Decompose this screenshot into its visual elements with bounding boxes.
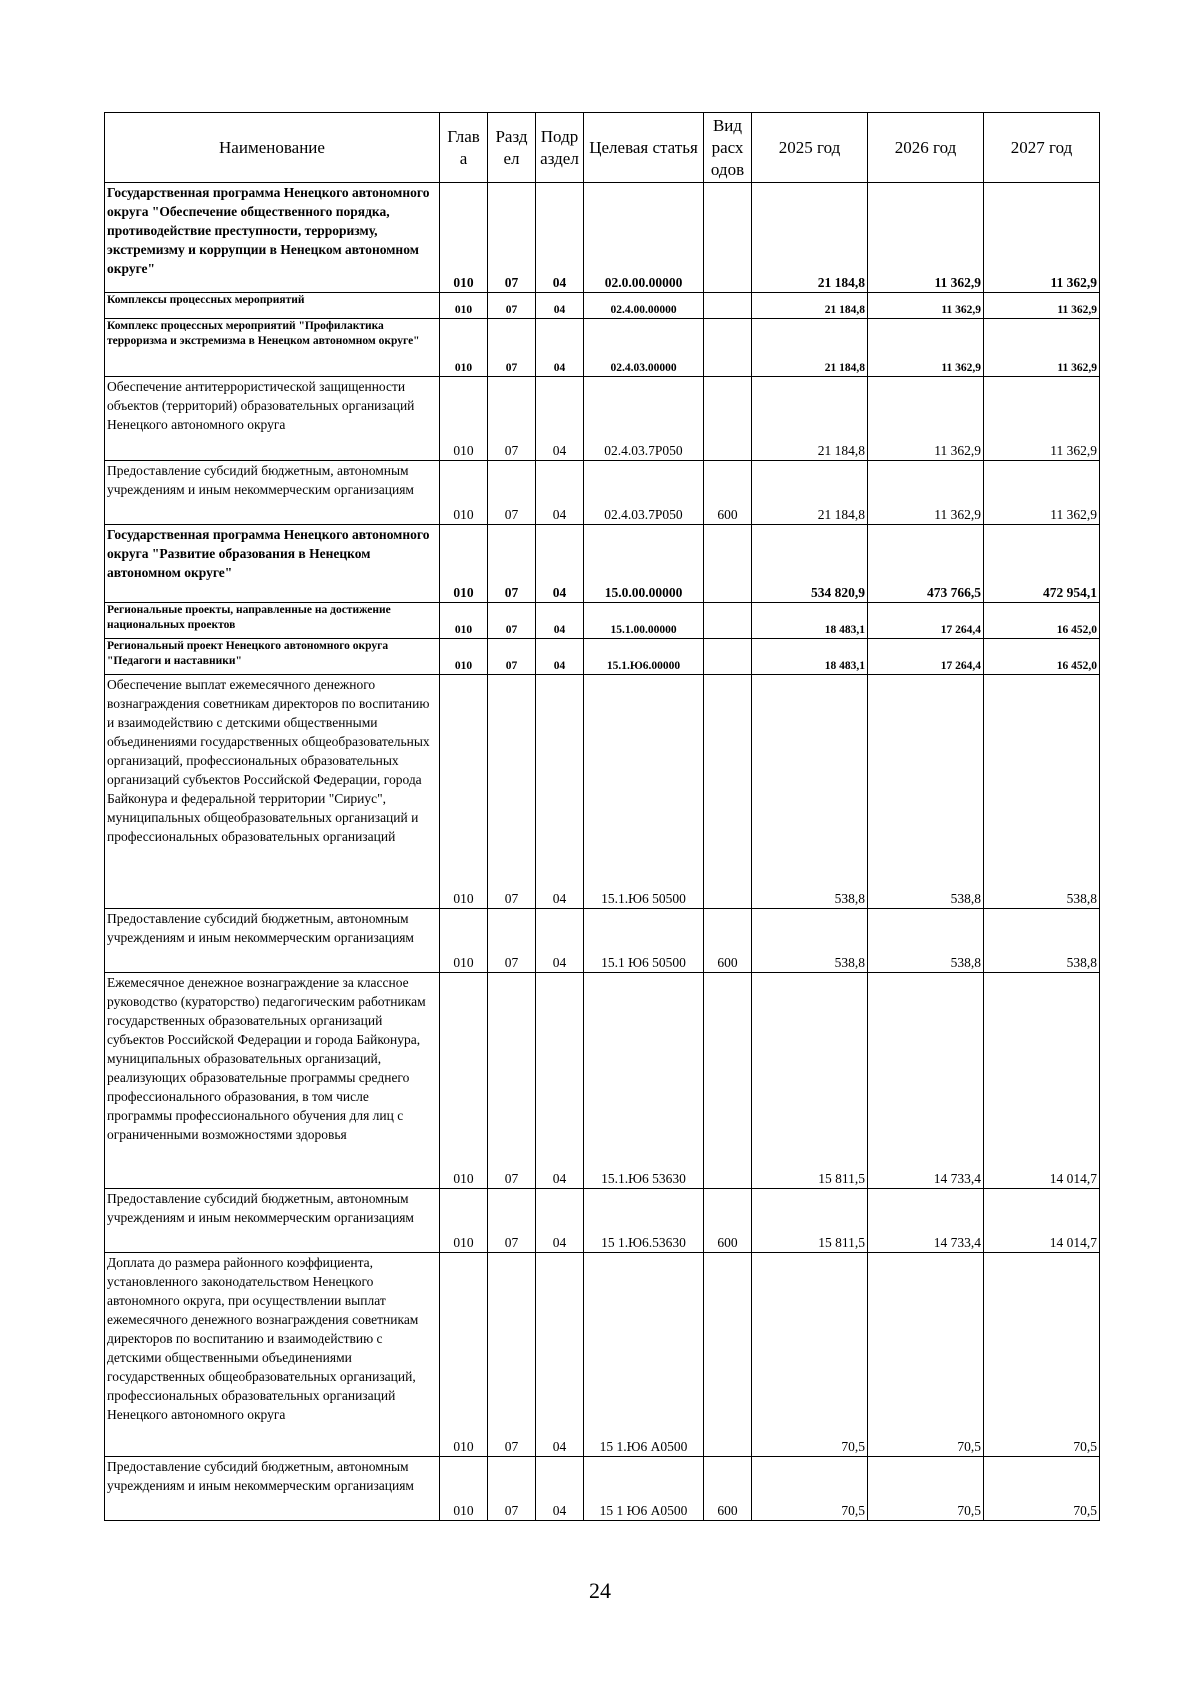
row-name: Комплексы процессных мероприятий <box>105 293 440 319</box>
row-name: Доплата до размера районного коэффициента, установленного законодательством Ненецкого автономного округа, при осуществлении выплат ежемесячного денежного вознаграждения советникам директоров по воспитанию и взаимодействию с детскими общественными объединениями государственных общеобразовательных организаций, профессиональных образовательных организаций Ненецкого автономного округа <box>105 1253 440 1457</box>
row-name: Предоставление субсидий бюджетным, автономным учреждениям и иным некоммерческим организациям <box>105 1457 440 1521</box>
row-2026: 17 264,4 <box>868 639 984 675</box>
table-row <box>105 973 1100 1189</box>
header-name: Наименование <box>105 113 440 183</box>
row-2027: 11 362,9 <box>984 183 1100 293</box>
row-kind <box>704 639 752 675</box>
row-chapter: 010 <box>440 639 488 675</box>
row-2025: 21 184,8 <box>752 319 868 377</box>
row-target: 15 1.Ю6.53630 <box>584 1189 704 1253</box>
row-2027: 11 362,9 <box>984 461 1100 525</box>
row-2025: 21 184,8 <box>752 461 868 525</box>
row-2027: 538,8 <box>984 909 1100 973</box>
row-2027: 14 014,7 <box>984 1189 1100 1253</box>
row-name: Обеспечение выплат ежемесячного денежного вознаграждения советникам директоров по воспитанию и взаимодействию с детскими общественными объединениями государственных общеобразовательных организаций, профессиональных образовательных организаций субъектов Российской Федерации, города Байконура и федеральной территории "Сириус", муниципальных общеобразовательных организаций и профессиональных образовательных организаций <box>105 675 440 909</box>
row-section: 07 <box>488 639 536 675</box>
row-kind <box>704 603 752 639</box>
row-2026: 11 362,9 <box>868 319 984 377</box>
row-section: 07 <box>488 293 536 319</box>
row-2026: 11 362,9 <box>868 183 984 293</box>
header-2026: 2026 год <box>868 113 984 183</box>
row-subsection: 04 <box>536 603 584 639</box>
row-target: 15.1.Ю6.00000 <box>584 639 704 675</box>
row-kind <box>704 293 752 319</box>
table-row <box>105 319 1100 377</box>
row-target: 15 1.Ю6 А0500 <box>584 1253 704 1457</box>
row-2025: 70,5 <box>752 1457 868 1521</box>
row-name: Ежемесячное денежное вознаграждение за классное руководство (кураторство) педагогическим работникам государственных образовательных организаций субъектов Российской Федерации и города Байконура, муниципальных образовательных организаций, реализующих образовательные программы среднего профессионального образования, в том числе программы профессионального обучения для лиц с ограниченными возможностями здоровья <box>105 973 440 1189</box>
table-row <box>105 525 1100 603</box>
row-2027: 11 362,9 <box>984 319 1100 377</box>
row-section: 07 <box>488 675 536 909</box>
row-2026: 70,5 <box>868 1457 984 1521</box>
row-2026: 538,8 <box>868 909 984 973</box>
row-name: Предоставление субсидий бюджетным, автономным учреждениям и иным некоммерческим организациям <box>105 1189 440 1253</box>
row-section: 07 <box>488 1253 536 1457</box>
row-subsection: 04 <box>536 525 584 603</box>
row-subsection: 04 <box>536 639 584 675</box>
row-target: 02.4.00.00000 <box>584 293 704 319</box>
row-2027: 16 452,0 <box>984 639 1100 675</box>
row-2025: 15 811,5 <box>752 973 868 1189</box>
row-2026: 538,8 <box>868 675 984 909</box>
row-target: 15 1 Ю6 А0500 <box>584 1457 704 1521</box>
row-2027: 70,5 <box>984 1457 1100 1521</box>
row-chapter: 010 <box>440 319 488 377</box>
row-name: Региональные проекты, направленные на достижение национальных проектов <box>105 603 440 639</box>
table-row <box>105 293 1100 319</box>
header-kind: Вид расх одов <box>704 113 752 183</box>
row-section: 07 <box>488 909 536 973</box>
row-subsection: 04 <box>536 973 584 1189</box>
row-name: Обеспечение антитеррористической защищенности объектов (территорий) образовательных организаций Ненецкого автономного округа <box>105 377 440 461</box>
row-2026: 70,5 <box>868 1253 984 1457</box>
row-target: 15.1.00.00000 <box>584 603 704 639</box>
row-chapter: 010 <box>440 675 488 909</box>
row-kind: 600 <box>704 1457 752 1521</box>
row-subsection: 04 <box>536 461 584 525</box>
header-target: Целевая статья <box>584 113 704 183</box>
row-subsection: 04 <box>536 1189 584 1253</box>
row-name: Предоставление субсидий бюджетным, автономным учреждениям и иным некоммерческим организациям <box>105 461 440 525</box>
row-target: 02.4.03.7Р050 <box>584 461 704 525</box>
row-name: Государственная программа Ненецкого автономного округа "Развитие образования в Ненецком автономном округе" <box>105 525 440 603</box>
row-2026: 473 766,5 <box>868 525 984 603</box>
row-chapter: 010 <box>440 909 488 973</box>
header-chapter: Глав а <box>440 113 488 183</box>
table-row <box>105 1253 1100 1457</box>
row-2025: 15 811,5 <box>752 1189 868 1253</box>
table-row <box>105 377 1100 461</box>
header-2027: 2027 год <box>984 113 1100 183</box>
page-number: 24 <box>589 1578 611 1603</box>
row-kind: 600 <box>704 909 752 973</box>
row-target: 02.4.03.00000 <box>584 319 704 377</box>
row-section: 07 <box>488 525 536 603</box>
row-chapter: 010 <box>440 377 488 461</box>
row-chapter: 010 <box>440 461 488 525</box>
table-row <box>105 183 1100 293</box>
table-row <box>105 603 1100 639</box>
table-row <box>105 1189 1100 1253</box>
header-2025: 2025 год <box>752 113 868 183</box>
table-row <box>105 639 1100 675</box>
row-chapter: 010 <box>440 183 488 293</box>
row-2025: 21 184,8 <box>752 377 868 461</box>
table-row <box>105 461 1100 525</box>
row-2027: 70,5 <box>984 1253 1100 1457</box>
row-2026: 14 733,4 <box>868 973 984 1189</box>
row-2025: 534 820,9 <box>752 525 868 603</box>
row-target: 15.1.Ю6 50500 <box>584 675 704 909</box>
row-name: Государственная программа Ненецкого автономного округа "Обеспечение общественного порядка, противодействие преступности, терроризму, экстремизму и коррупции в Ненецком автономном округе" <box>105 183 440 293</box>
row-target: 15.0.00.00000 <box>584 525 704 603</box>
row-chapter: 010 <box>440 293 488 319</box>
row-2027: 538,8 <box>984 675 1100 909</box>
row-subsection: 04 <box>536 1253 584 1457</box>
row-section: 07 <box>488 377 536 461</box>
row-2027: 472 954,1 <box>984 525 1100 603</box>
row-subsection: 04 <box>536 319 584 377</box>
table-row <box>105 675 1100 909</box>
row-2027: 11 362,9 <box>984 293 1100 319</box>
row-2025: 21 184,8 <box>752 293 868 319</box>
row-subsection: 04 <box>536 675 584 909</box>
table-row <box>105 1457 1100 1521</box>
row-name: Комплекс процессных мероприятий "Профилактика терроризма и экстремизма в Ненецком автономном округе" <box>105 319 440 377</box>
row-chapter: 010 <box>440 603 488 639</box>
row-target: 15.1 Ю6 50500 <box>584 909 704 973</box>
row-name: Предоставление субсидий бюджетным, автономным учреждениям и иным некоммерческим организациям <box>105 909 440 973</box>
row-2026: 11 362,9 <box>868 461 984 525</box>
header-row <box>105 113 1100 183</box>
row-kind <box>704 525 752 603</box>
row-2026: 17 264,4 <box>868 603 984 639</box>
row-kind <box>704 319 752 377</box>
row-2026: 11 362,9 <box>868 377 984 461</box>
row-section: 07 <box>488 319 536 377</box>
row-section: 07 <box>488 1457 536 1521</box>
row-section: 07 <box>488 183 536 293</box>
row-target: 15.1.Ю6 53630 <box>584 973 704 1189</box>
header-subsection: Подр аздел <box>536 113 584 183</box>
row-target: 02.0.00.00000 <box>584 183 704 293</box>
row-chapter: 010 <box>440 1457 488 1521</box>
row-2027: 14 014,7 <box>984 973 1100 1189</box>
row-chapter: 010 <box>440 1189 488 1253</box>
row-section: 07 <box>488 973 536 1189</box>
row-subsection: 04 <box>536 293 584 319</box>
row-subsection: 04 <box>536 377 584 461</box>
row-subsection: 04 <box>536 1457 584 1521</box>
row-kind: 600 <box>704 461 752 525</box>
row-kind <box>704 1253 752 1457</box>
row-chapter: 010 <box>440 973 488 1189</box>
row-section: 07 <box>488 461 536 525</box>
row-subsection: 04 <box>536 909 584 973</box>
row-2026: 11 362,9 <box>868 293 984 319</box>
row-kind <box>704 377 752 461</box>
row-name: Региональный проект Ненецкого автономного округа "Педагоги и наставники" <box>105 639 440 675</box>
row-target: 02.4.03.7Р050 <box>584 377 704 461</box>
header-section: Разд ел <box>488 113 536 183</box>
row-subsection: 04 <box>536 183 584 293</box>
row-2025: 538,8 <box>752 675 868 909</box>
row-2027: 16 452,0 <box>984 603 1100 639</box>
row-section: 07 <box>488 603 536 639</box>
row-section: 07 <box>488 1189 536 1253</box>
row-kind <box>704 675 752 909</box>
row-2027: 11 362,9 <box>984 377 1100 461</box>
row-2025: 21 184,8 <box>752 183 868 293</box>
row-kind: 600 <box>704 1189 752 1253</box>
row-chapter: 010 <box>440 525 488 603</box>
budget-table <box>104 112 1100 1521</box>
row-2025: 70,5 <box>752 1253 868 1457</box>
row-chapter: 010 <box>440 1253 488 1457</box>
row-2025: 18 483,1 <box>752 603 868 639</box>
row-kind <box>704 183 752 293</box>
row-2025: 538,8 <box>752 909 868 973</box>
row-2026: 14 733,4 <box>868 1189 984 1253</box>
table-row <box>105 909 1100 973</box>
row-2025: 18 483,1 <box>752 639 868 675</box>
row-kind <box>704 973 752 1189</box>
